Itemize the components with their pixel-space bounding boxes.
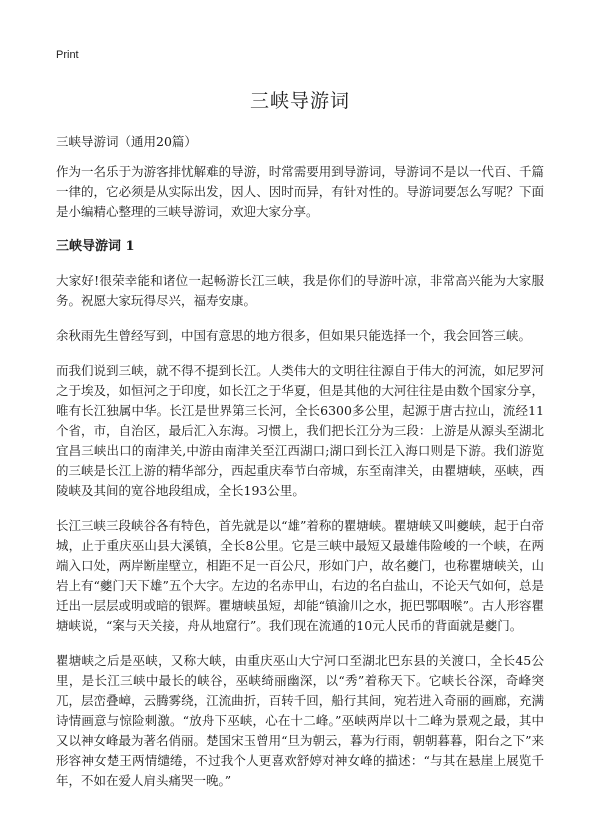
section-heading: 三峡导游词 1 [56, 239, 135, 254]
body-paragraph-wu-gorge: 瞿塘峡之后是巫峡，又称大峡，由重庆巫山大宁河口至湖北巴东县的关渡口，全长45公里，是长江三峡中最长的峡谷，巫峡绮丽幽深，以“秀”着称天下。它峡长谷深，奇峰突兀，层峦叠嶂，云腾雾绕，江流曲折，百转千回，船行其间，宛若进入奇丽的画廊，充满诗情画意与惊险刺激。“放舟下巫峡，心在十二峰。”巫峡两岸以十二峰为景观之最，其中又以神女峰最为著名俏丽。楚国宋玉曾用“旦为朝云，暮为行雨，朝朝暮暮，阳台之下”来形容神女楚王两情缱绻，不过我个人更喜欢舒婷对神女峰的描述：“与其在悬崖上展览千年，不如在爱人肩头痛哭一晚。” [56, 653, 544, 788]
print-label: Print [56, 49, 79, 61]
body-paragraph-greeting: 大家好!很荣幸能和诸位一起畅游长江三峡，我是你们的导游叶凉，非常高兴能为大家服务。祝愿大家玩得尽兴，福寿安康。 [56, 273, 544, 308]
document-subtitle: 三峡导游词（通用20篇） [56, 134, 197, 149]
body-paragraph-yangtze: 而我们说到三峡，就不得不提到长江。人类伟大的文明往往源自于伟大的河流，如尼罗河之于埃及，如恒河之于印度，如长江之于华夏，但是其他的大河往往是由数个国家分享，唯有长江独属中华。长江是世界第三长河，全长6300多公里，起源于唐古拉山，流经11个省，市，自治区，最后汇入东海。习惯上，我们把长江分为三段：上游是从源头至湖北宜昌三峡出口的南津关,中游由南津关至江西湖口;湖口到长江入海口则是下游。我们游览的三峡是长江上游的精华部分，西起重庆奉节白帝城，东至南津关，由瞿塘峡，巫峡，西陵峡及其间的宽谷地段组成，全长193公里。 [56, 363, 544, 498]
body-paragraph-qutang-gorge: 长江三峡三段峡谷各有特色，首先就是以“雄”着称的瞿塘峡。瞿塘峡又叫夔峡，起于白帝城，止于重庆巫山县大溪镇，全长8公里。它是三峡中最短又最雄伟险峻的一个峡，在两端入口处，两岸断崖壁立，相距不足一百公尺，形如门户，故名夔门，也称瞿塘峡关，山岩上有“夔门天下雄”五个大字。左边的名赤甲山，右边的名白盐山，不论天气如何，总是迁出一层层或明或暗的银辉。瞿塘峡虽短，却能“镇渝川之水，扼巴鄂咽喉”。古人形容瞿塘峡说，“案与天关接，舟从地窟行”。我们现在流通的10元人民币的背面就是夔门。 [56, 518, 544, 633]
body-paragraph-quote: 余秋雨先生曾经写到，中国有意思的地方很多，但如果只能选择一个，我会回答三峡。 [56, 328, 532, 343]
document-title: 三峡导游词 [249, 90, 350, 112]
intro-paragraph: 作为一名乐于为游客排忧解难的导游，时常需要用到导游词，导游词不是以一代百、千篇一律的，它必须是从实际出发，因人、因时而异，有针对性的。导游词要怎么写呢？下面是小编精心整理的三峡导游词，欢迎大家分享。 [56, 164, 544, 219]
